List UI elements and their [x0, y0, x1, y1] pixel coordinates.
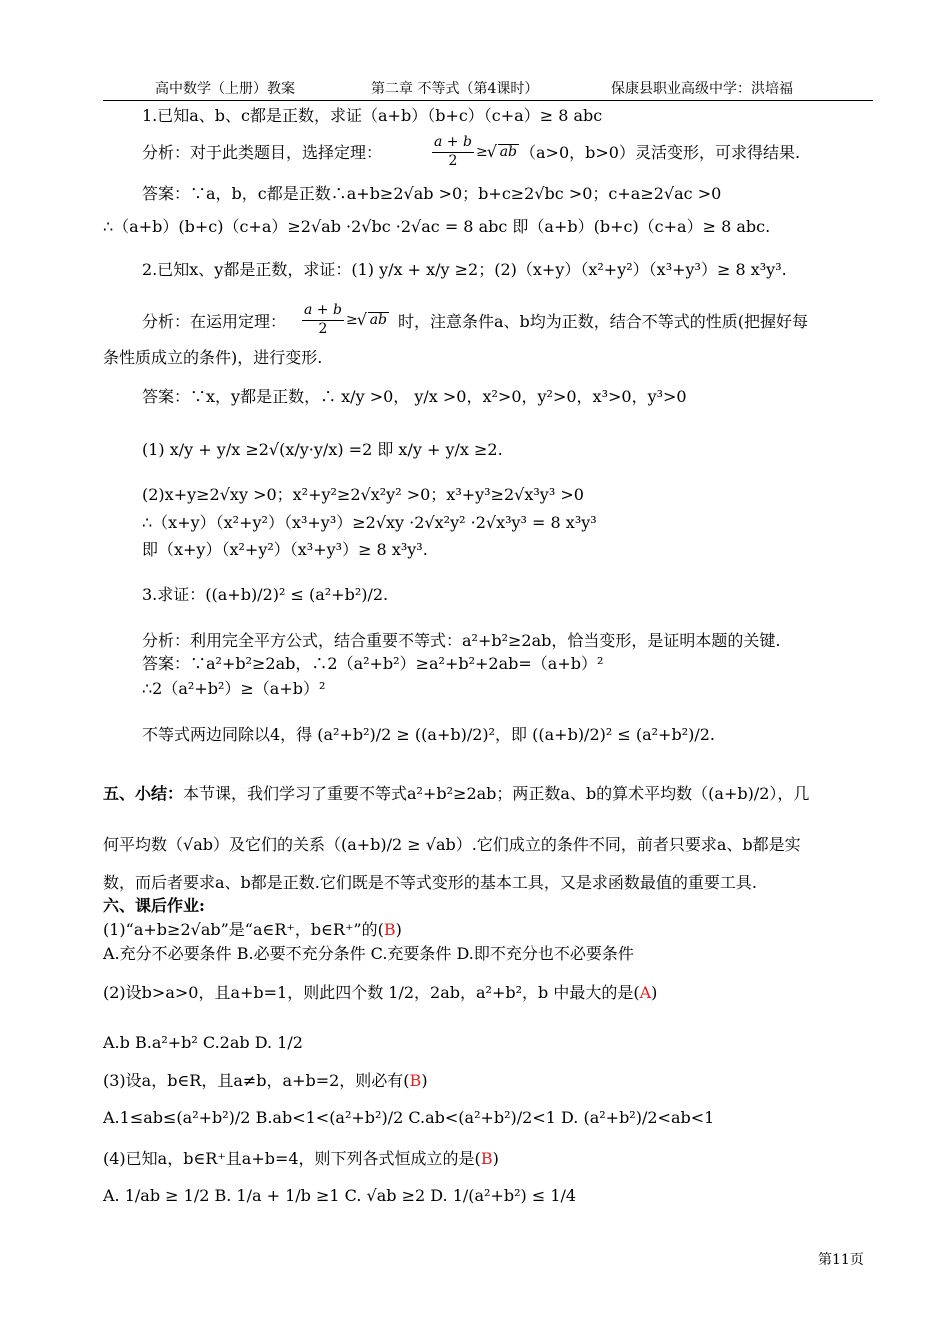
question-1-options: A.充分不必要条件 B.必要不充分条件 C.充要条件 D.即不充分也不必要条件 [103, 944, 634, 963]
answer-3-line2: ∴2（a²+b²）≥（a+b）² [142, 679, 326, 698]
problem-3: 3.求证：((a+b)/2)² ≤ (a²+b²)/2. [142, 585, 389, 604]
page-number: 第11页 [818, 1252, 864, 1268]
question-4 [103, 1151, 499, 1167]
question-2-options: A.b B.a²+b² C.2ab D. 1/2 [103, 1033, 303, 1052]
header-middle: 第二章 不等式（第4课时） [371, 81, 539, 97]
analysis-2-tail: 时，注意条件a、b均为正数，结合不等式的性质(把握好每 [398, 312, 809, 331]
question-4-options: A. 1/ab ≥ 1/2 B. 1/a + 1/b ≥1 C. √ab ≥2 D. 1/(a²+b²) ≤ 1/4 [103, 1186, 577, 1205]
summary-line2: 何平均数（√ab）及它们的关系（(a+b)/2 ≥ √ab）.它们成立的条件不同，前者只要求a、b都是实 [103, 835, 801, 854]
question-2 [103, 985, 657, 1001]
question-2-close: ) [651, 983, 658, 1002]
summary-line1 [103, 786, 809, 802]
question-3-stem: (3)设a，b∈R，且a≠b，a+b=2，则必有( [103, 1071, 410, 1090]
analysis-2-label: 分析：在运用定理： [142, 312, 287, 331]
answer-3-line1: 答案：∵a²+b²≥2ab，∴2（a²+b²）≥a²+b²+2ab=（a+b）² [142, 654, 604, 673]
answer-3-line3: 不等式两边同除以4，得 (a²+b²)/2 ≥ ((a+b)/2)²，即 ((a+b)/2)² ≤ (a²+b²)/2. [142, 725, 716, 744]
problem-1: 1.已知a、b、c都是正数，求证（a+b）（b+c）（c+a）≥ 8 abc [142, 106, 603, 125]
answer-2-part1: (1) x/y + y/x ≥2√(x/y·y/x) =2 即 x/y + y/x ≥2. [142, 440, 503, 459]
question-2-stem: (2)设b>a>0，且a+b=1，则此四个数 1/2，2ab，a²+b²，b 中最大的是( [103, 983, 640, 1002]
question-4-close: ) [492, 1149, 499, 1168]
answer-1-line1: 答案：∵a，b，c都是正数∴a+b≥2√ab >0；b+c≥2√bc >0；c+a≥2√ac >0 [142, 184, 722, 203]
am-gm-formula-2: $\frac{a + b}{2}$ ≥√ ab [300, 302, 389, 338]
header-right: 保康县职业高级中学：洪培福 [611, 81, 793, 97]
analysis-1-label: 分析：对于此类题目，选择定理： [142, 143, 383, 162]
question-4-answer: B [480, 1149, 493, 1168]
question-1 [103, 922, 402, 938]
question-3 [103, 1073, 428, 1089]
summary-text: 本节课，我们学习了重要不等式a²+b²≥2ab；两正数a、b的算术平均数（(a+b)/2），几 [183, 784, 810, 803]
homework-heading: 六、课后作业: [103, 896, 205, 915]
analysis-1 [142, 145, 382, 161]
answer-2-part2c: 即（x+y）（x²+y²）（x³+y³）≥ 8 x³y³. [142, 540, 428, 559]
question-3-options: A.1≤ab≤(a²+b²)/2 B.ab<1<(a²+b²)/2 C.ab<(a²+b²)/2<1 D. (a²+b²)/2<ab<1 [103, 1108, 715, 1127]
analysis-3: 分析：利用完全平方公式，结合重要不等式：a²+b²≥2ab，恰当变形，是证明本题的关键. [142, 631, 781, 650]
answer-1-line2: ∴（a+b）(b+c)（c+a）≥2√ab ·2√bc ·2√ac = 8 abc 即（a+b）(b+c)（c+a）≥ 8 abc. [103, 217, 771, 236]
am-gm-formula: $\frac{a + b}{2}$ ≥√ ab [430, 134, 519, 170]
question-1-close: ) [395, 920, 402, 939]
question-3-close: ) [421, 1071, 428, 1090]
question-1-stem: (1)“a+b≥2√ab”是“a∈R⁺，b∈R⁺”的( [103, 920, 384, 939]
answer-2-part2: (2)x+y≥2√xy >0；x²+y²≥2√x²y² >0；x³+y³≥2√x³y³ >0 [142, 485, 584, 504]
header-left: 高中数学（上册）教案 [155, 81, 295, 97]
summary-line3: 数，而后者要求a、b都是正数.它们既是不等式变形的基本工具，又是求函数最值的重要工具. [103, 873, 757, 892]
problem-2: 2.已知x、y都是正数，求证：(1) y/x + x/y ≥2；(2)（x+y）（x²+y²）（x³+y³）≥ 8 x³y³. [142, 260, 787, 279]
question-3-answer: B [409, 1071, 422, 1090]
summary-heading: 五、小结： [103, 784, 184, 803]
analysis-2-line2: 条性质成立的条件)，进行变形. [103, 348, 323, 367]
answer-2-line1: 答案：∵x，y都是正数，∴ x/y >0， y/x >0，x²>0，y²>0，x³>0，y³>0 [142, 387, 687, 406]
page-header [103, 78, 873, 101]
answer-2-part2b: ∴（x+y）（x²+y²）（x³+y³）≥2√xy ·2√x²y² ·2√x³y³ = 8 x³y³ [142, 513, 597, 532]
question-4-stem: (4)已知a，b∈R⁺且a+b=4，则下列各式恒成立的是( [103, 1149, 481, 1168]
question-1-answer: B [383, 920, 396, 939]
question-2-answer: A [639, 983, 652, 1002]
analysis-1-tail: （a>0，b>0）灵活变形，可求得结果. [520, 143, 801, 162]
